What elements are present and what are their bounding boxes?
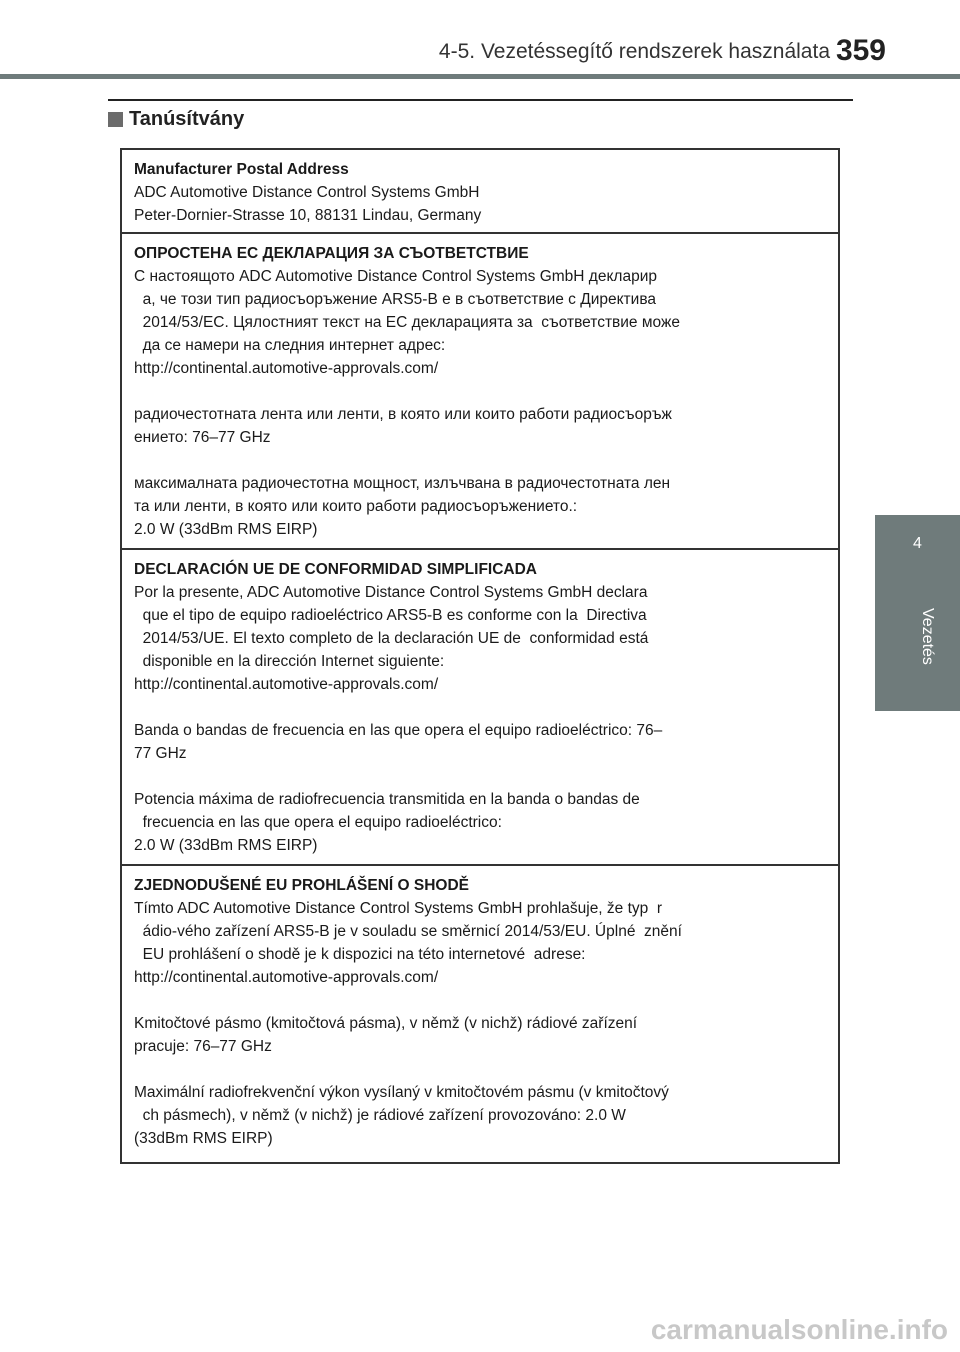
block-line: а, че този тип радиосъоръжение ARS5-B е в съответствие с Директива [134,291,656,308]
block-line: Peter-Dornier-Strasse 10, 88131 Lindau, Germany [134,207,482,224]
block-line: http://continental.automotive-approvals.com/ [134,360,439,377]
block-line: EU prohlášení o shodě je k dispozici na této internetové adrese: [134,946,586,963]
bulgarian-declaration-block [122,234,838,550]
block-line: Potencia máxima de radiofrecuencia transmitida en la banda o bandas de [134,791,640,808]
block-line: Tímto ADC Automotive Distance Control Systems GmbH prohlašuje, že typ r [134,900,663,917]
block-line: ADC Automotive Distance Control Systems GmbH [134,184,480,201]
top-rule [108,99,853,101]
block-line [134,1058,826,1081]
header-rule [0,74,960,79]
block-line: (33dBm RMS EIRP) [134,1130,273,1147]
block-line: 2014/53/ЕС. Цялостният текст на ЕС декларацията за съответствие може [134,314,680,331]
block-title: DECLARACIÓN UE DE CONFORMIDAD SIMPLIFICADA [134,561,537,578]
block-line: ádio-vého zařízení ARS5-B je v souladu se směrnicí 2014/53/EU. Úplné znění [134,923,682,940]
certificate-box [120,148,840,1164]
block-line: 77 GHz [134,745,187,762]
chapter-number: 4 [913,535,922,552]
block-line: http://continental.automotive-approvals.com/ [134,676,439,693]
manufacturer-address-block [122,150,838,234]
block-line: да се намери на следния интернет адрес: [134,337,446,354]
block-line [134,696,826,719]
block-line [134,989,826,1012]
block-title: ZJEDNODUŠENÉ EU PROHLÁŠENÍ O SHODĚ [134,877,470,894]
block-line: С настоящото ADC Automotive Distance Control Systems GmbH деклариp [134,268,657,285]
block-line: ch pásmech), v němž (v nichž) je rádiové zařízení provozováno: 2.0 W [134,1107,626,1124]
block-line [134,449,826,472]
block-line: Banda o bandas de frecuencia en las que opera el equipo radioeléctrico: 76– [134,722,663,739]
block-line [134,765,826,788]
square-bullet-icon [108,112,123,127]
block-line: pracuje: 76–77 GHz [134,1038,272,1055]
block-line: максималната радиочестотна мощност, излъчвана в радиочестотната лен [134,475,671,492]
section-heading-text: Tanúsítvány [129,108,245,130]
block-line: que el tipo de equipo radioeléctrico ARS5-B es conforme con la Directiva [134,607,647,624]
block-line: http://continental.automotive-approvals.com/ [134,969,439,986]
block-line: Maximální radiofrekvenční výkon vysílaný v kmitočtovém pásmu (v kmitočtový [134,1084,669,1101]
header-section-title: 4-5. Vezetéssegítő rendszerek használata [438,40,830,63]
block-line: 2.0 W (33dBm RMS EIRP) [134,521,318,538]
watermark: carmanualsonline.info [650,1314,948,1345]
block-line: 2014/53/UE. El texto completo de la declaración UE de conformidad está [134,630,649,647]
block-line: Kmitočtové pásmo (kmitočtová pásma), v němž (v nichž) rádiové zařízení [134,1015,638,1032]
block-line [134,380,826,403]
czech-declaration-block [122,866,838,1162]
page-number: 359 [835,34,886,67]
block-line: радиочестотната лента или ленти, в която или които работи радиосъоръж [134,406,672,423]
block-line: disponible en la dirección Internet siguiente: [134,653,445,670]
chapter-label: Vezetés [919,608,936,665]
block-line: 2.0 W (33dBm RMS EIRP) [134,837,318,854]
block-line: Por la presente, ADC Automotive Distance Control Systems GmbH declara [134,584,648,601]
block-line: ението: 76–77 GHz [134,429,271,446]
block-title: ОПРОСТЕНА ЕС ДЕКЛАРАЦИЯ ЗА СЪОТВЕТСТВИЕ [134,245,529,262]
block-title: Manufacturer Postal Address [134,161,349,178]
spanish-declaration-block [122,550,838,866]
block-line: та или ленти, в която или които работи радиосъоръжението.: [134,498,578,515]
section-heading [108,108,244,131]
block-line: frecuencia en las que opera el equipo radioeléctrico: [134,814,502,831]
